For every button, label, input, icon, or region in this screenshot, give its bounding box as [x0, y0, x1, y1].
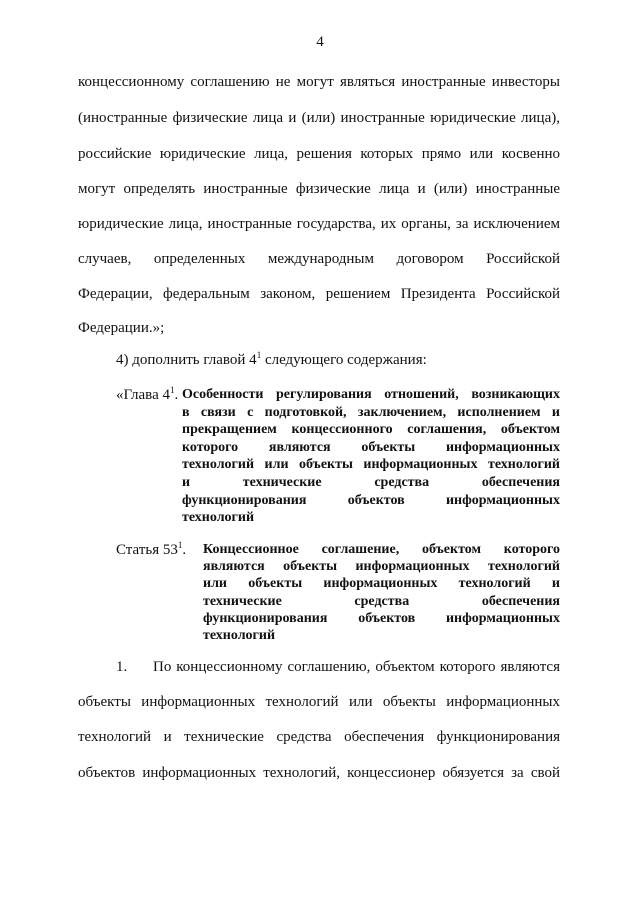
text-line: По концессионному соглашению, объектом которого являются — [153, 659, 560, 675]
text-line: Федерации, федеральным законом, решением Президента Российской — [78, 286, 560, 302]
text-line: случаев, определенных международным договором Российской — [78, 251, 560, 267]
paragraph-number: 1. — [116, 659, 128, 675]
chapter-title-line: технологий — [182, 510, 255, 526]
text-line: российские юридические лица, решения которых прямо или косвенно — [78, 146, 560, 162]
text-line: (иностранные физические лица и (или) иностранные юридические лица), — [78, 110, 560, 126]
article-title — [203, 541, 560, 644]
article-title-line: функционирования объектов информационных — [203, 610, 560, 626]
chapter-title — [182, 386, 560, 527]
chapter-title-line: функционирования объектов информационных — [182, 492, 560, 508]
chapter-title-line: прекращением концессионного соглашения, объектом — [182, 422, 560, 438]
text-line: Федерации.»; — [78, 320, 165, 336]
article-title-line: или объекты информационных технологий и — [203, 576, 560, 592]
chapter-title-line: в связи с подготовкой, заключением, исполнением и — [182, 404, 560, 420]
text-line: юридические лица, иностранные государства, их органы, за исключением — [78, 216, 560, 232]
article-title-line: Концессионное соглашение, объектом которого — [203, 542, 560, 557]
chapter-title-line: которого являются объекты информационных — [182, 439, 560, 455]
chapter-title-line: Особенности регулирования отношений, возникающих — [182, 387, 560, 402]
text-line: могут определять иностранные физические лица и (или) иностранные — [78, 181, 560, 197]
text-line: технологий и технические средства обеспечения функционирования — [78, 729, 560, 745]
article-title-line: являются объекты информационных технологий — [203, 559, 560, 575]
text-line: объектов информационных технологий, концессионер обязуется за свой — [78, 765, 560, 781]
text-line: концессионному соглашению не могут являться иностранные инвесторы — [78, 74, 560, 90]
page-number: 4 — [316, 34, 324, 50]
amendment-item: 4) дополнить главой $4^1$ следующего содержания: — [116, 350, 427, 368]
article-label: Статья $53^1$. — [116, 540, 187, 558]
chapter-label: «Глава $4^1$. — [116, 385, 179, 403]
chapter-title-line: технологий или объекты информационных технологий — [182, 457, 560, 473]
article-title-line: технологий — [203, 628, 276, 644]
article-title-line: технические средства обеспечения — [203, 593, 560, 609]
text-line: объекты информационных технологий или объекты информационных — [78, 694, 560, 710]
chapter-title-line: и технические средства обеспечения — [182, 474, 560, 490]
